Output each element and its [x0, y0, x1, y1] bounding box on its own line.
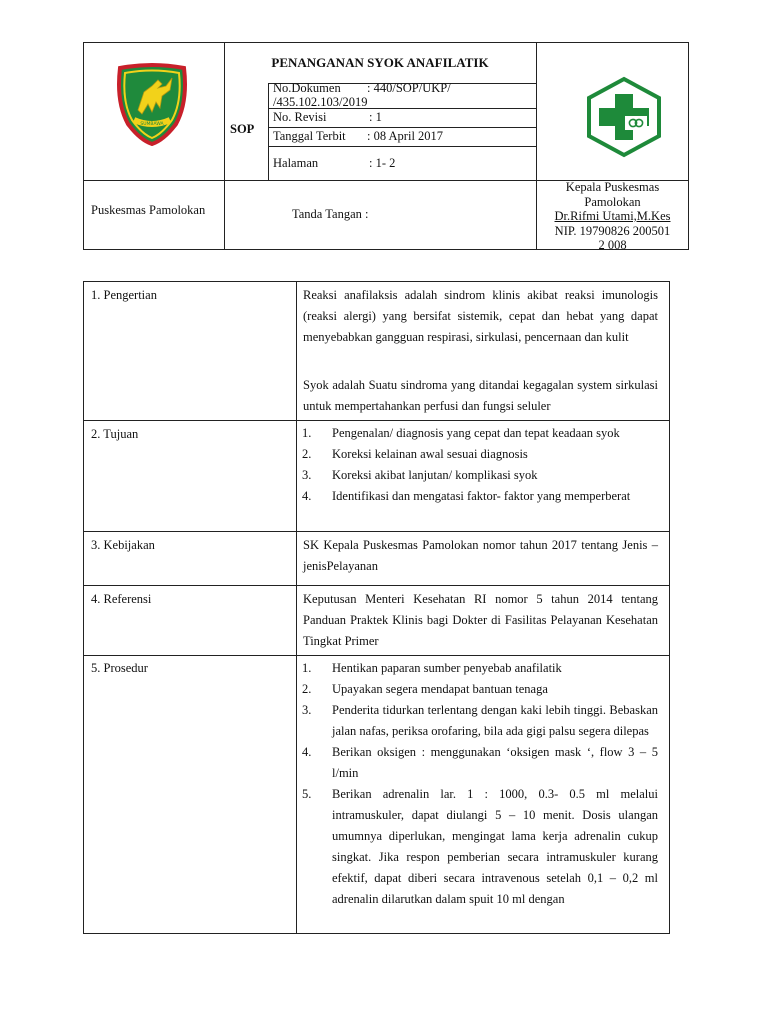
- regional-emblem-logo: [114, 62, 190, 146]
- puskesmas-name: Puskesmas Pamolokan: [91, 203, 206, 217]
- list-item: 4. Berikan oksigen : menggunakan ‘oksigen mask ‘, flow 3 – 5 l/min: [302, 745, 658, 780]
- page-label: Halaman: [273, 156, 319, 170]
- referensi-text: Keputusan Menteri Kesehatan RI nomor 5 tahun 2014 tentang Panduan Praktek Klinis bagi Dokter di Fasilitas Pelayanan Kesehatan Tingkat Primer: [303, 592, 658, 648]
- sop-label: SOP: [230, 122, 255, 136]
- list-item: 3. Koreksi akibat lanjutan/ komplikasi syok: [302, 468, 538, 482]
- list-item: 3. Penderita tidurkan terlentang dengan kaki lebih tinggi. Bebaskan jalan nafas, periksa orofaring, bila ada gigi palsu segera dilepas: [302, 703, 658, 738]
- puskesmas-logo: [583, 76, 665, 158]
- head-name: Dr.Rifmi Utami,M.Kes: [554, 209, 671, 223]
- page-value: : 1- 2: [369, 156, 396, 170]
- document-title: PENANGANAN SYOK ANAFILATIK: [271, 55, 489, 70]
- issue-date-label: Tanggal Terbit: [273, 129, 346, 143]
- section-label-kebijakan: 3. Kebijakan: [91, 538, 155, 552]
- section-label-referensi: 4. Referensi: [91, 592, 152, 606]
- issue-date-value: : 08 April 2017: [367, 129, 444, 143]
- revision-value: : 1: [369, 110, 382, 124]
- pengertian-paragraph-1: Reaksi anafilaksis adalah sindrom klinis akibat reaksi imunologis (reaksi alergi) yang bersifat sistemik, cepat dan hebat yang dapat menyebabkan gangguan respirasi, sirkulasi, pencernaan dan kulit: [303, 288, 658, 344]
- list-item: 2. Upayakan segera mendapat bantuan tenaga: [302, 682, 548, 696]
- revision-label: No. Revisi: [273, 110, 327, 124]
- tujuan-list: [298, 423, 658, 507]
- list-item: 5. Berikan adrenalin lar. 1 : 1000, 0.3- 0.5 ml melalui intramuskuler, dapat diulangi 5 – 10 menit. Dosis ulangan umumnya diperlukan, mengingat lama kerja adrenalin cukup singkat. Jika respon pemberian secara intramuskuler kurang efektif, dapat diberi secara intravenous setelah 0,1 – 0,2 ml adrenalin dilarutkan dalam spuit 10 ml dengan: [302, 787, 658, 906]
- kebijakan-text: SK Kepala Puskesmas Pamolokan nomor tahun 2017 tentang Jenis – jenisPelayanan: [303, 538, 658, 573]
- logo-motto-text: SUMBAWA: [140, 122, 164, 127]
- section-label-tujuan: 2. Tujuan: [91, 427, 139, 441]
- list-item: 4. Identifikasi dan mengatasi faktor- faktor yang memperberat: [302, 489, 631, 503]
- doc-number-value: : 440/SOP/UKP/: [367, 81, 451, 95]
- doc-number-value-2: /435.102.103/2019: [273, 95, 368, 109]
- list-item: 1. Pengenalan/ diagnosis yang cepat dan tepat keadaan syok: [302, 426, 620, 440]
- section-label-prosedur: 5. Prosedur: [91, 661, 148, 675]
- head-title-1: Kepala Puskesmas: [565, 180, 660, 194]
- head-nip: NIP. 19790826 200501: [554, 223, 671, 238]
- prosedur-list: [298, 658, 658, 910]
- head-nip-2: 2 008: [598, 238, 627, 252]
- puskesmas-cross-icon: [583, 76, 665, 158]
- doc-number-label: No.Dokumen: [273, 81, 341, 95]
- head-info: [537, 180, 688, 253]
- list-item: 1. Hentikan paparan sumber penyebab anafilatik: [302, 661, 562, 675]
- regional-emblem-icon: [114, 62, 190, 146]
- section-label-pengertian: 1. Pengertian: [91, 288, 157, 302]
- signature-label: Tanda Tangan :: [292, 207, 369, 221]
- pengertian-paragraph-2: Syok adalah Suatu sindroma yang ditandai kegagalan system sirkulasi untuk mempertahankan perfusi dan fungsi seluler: [303, 378, 658, 413]
- list-item: 2. Koreksi kelainan awal sesuai diagnosis: [302, 447, 528, 461]
- head-title-2: Pamolokan: [584, 194, 641, 209]
